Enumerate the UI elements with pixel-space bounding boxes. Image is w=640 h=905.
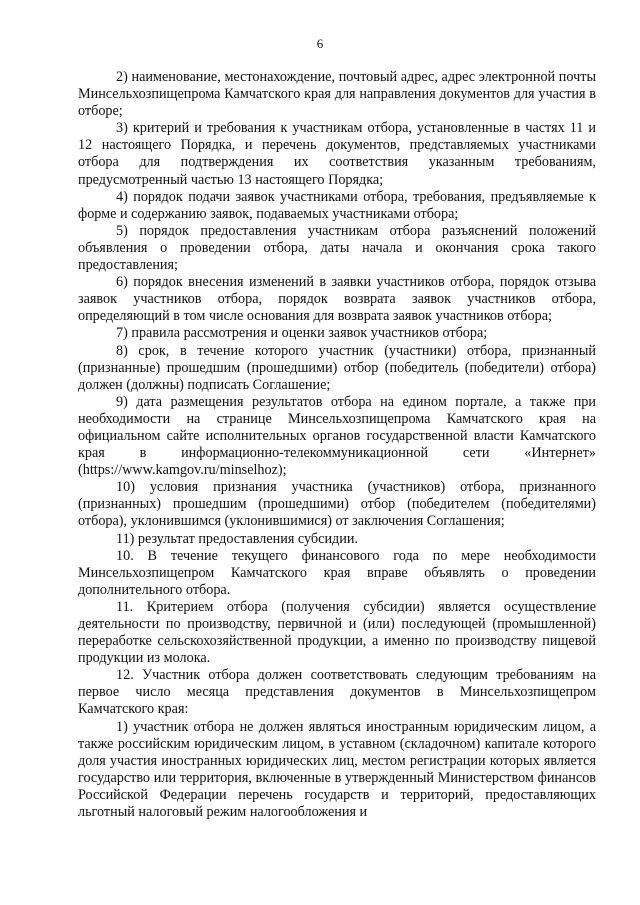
list-item-4: 4) порядок подачи заявок участниками отбора, требования, предъявляемые к форме и содержанию заявок, подаваемых участниками отбора;	[78, 188, 596, 222]
list-item-3: 3) критерий и требования к участникам отбора, установленные в частях 11 и 12 настоящего Порядка, и перечень документов, представляемых участниками отбора для подтверждения их соответствия указанным требованиям, предусмотренный частью 13 настоящего Порядка;	[78, 120, 596, 188]
clause-10: 10. В течение текущего финансового года по мере необходимости Минсельхозпищепром Камчатского края вправе объявлять о проведении дополнительного отбора.	[78, 547, 596, 598]
page-number: 6	[316, 36, 324, 51]
clause-11: 11. Критерием отбора (получения субсидии) является осуществление деятельности по производству, первичной и (или) последующей (промышленной) переработке сельскохозяйственной продукции, а именно по производству пищевой продукции из молока.	[78, 598, 596, 667]
list-item-7: 7) правила рассмотрения и оценки заявок участников отбора;	[116, 325, 488, 342]
list-item-8: 8) срок, в течение которого участник (участники) отбора, признанный (признанные) прошедшим (прошедшими) отбор (победитель (победители) отбора) должен (должны) подписать Соглашение;	[78, 342, 596, 393]
list-item-9: 9) дата размещения результатов отбора на едином портале, а также при необходимости на странице Минсельхозпищепрома Камчатского края на официальном сайте исполнительных органов государственной власти Камчатского края в информационно-телекоммуникационной сети «Интернет» (https://www.kamgov.ru/minselhoz);	[78, 393, 596, 479]
clause-12-item-1: 1) участник отбора не должен являться иностранным юридическим лицом, а также российским юридическим лицом, в уставном (складочном) капитале которого доля участия иностранных юридических лиц, местом регистрации которых является государство или территория, включенные в утвержденный Министерством финансов Российской Федерации перечень государств и территорий, предоставляющих льготный налоговый режим налогообложения и	[78, 718, 596, 821]
list-item-5: 5) порядок предоставления участникам отбора разъяснений положений объявления о проведении отбора, даты начала и окончания срока такого предоставления;	[78, 222, 596, 274]
list-item-6: 6) порядок внесения изменений в заявки участников отбора, порядок отзыва заявок участников отбора, порядок возврата заявок участников отбора, определяющий в том числе основания для возврата заявок участников отбора;	[78, 274, 596, 325]
list-item-2: 2) наименование, местонахождение, почтовый адрес, адрес электронной почты Минсельхозпищепрома Камчатского края для направления документов для участия в отборе;	[78, 69, 596, 120]
list-item-10: 10) условия признания участника (участников) отбора, признанного (признанных) прошедшим (прошедшими) отбор (победителем (победителями) отбора), уклонившимся (уклонившимися) от заключения Соглашения;	[78, 479, 596, 530]
list-item-11: 11) результат предоставления субсидии.	[116, 530, 358, 547]
document-body	[78, 69, 596, 821]
clause-12: 12. Участник отбора должен соответствовать следующим требованиям на первое число месяца представления документов в Минсельхозпищепром Камчатского края:	[78, 667, 596, 718]
